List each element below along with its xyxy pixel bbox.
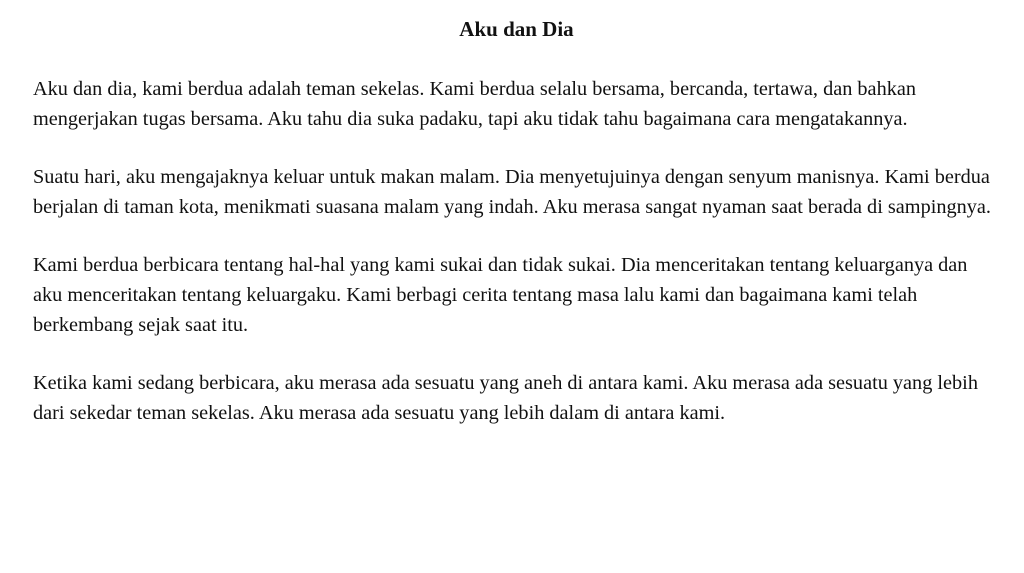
document-body	[33, 74, 1000, 428]
document-title: Aku dan Dia	[459, 17, 574, 41]
paragraph-1: Aku dan dia, kami berdua adalah teman sekelas. Kami berdua selalu bersama, bercanda, tertawa, dan bahkan mengerjakan tugas bersama. Aku tahu dia suka padaku, tapi aku tidak tahu bagaimana cara mengatakannya.	[33, 78, 916, 130]
paragraph-2: Suatu hari, aku mengajaknya keluar untuk makan malam. Dia menyetujuinya dengan senyum manisnya. Kami berdua berjalan di taman kota, menikmati suasana malam yang indah. Aku merasa sangat nyaman saat berada di sampingnya.	[33, 166, 991, 218]
paragraph-3: Kami berdua berbicara tentang hal-hal yang kami sukai dan tidak sukai. Dia menceritakan tentang keluarganya dan aku menceritakan tentang keluargaku. Kami berbagi cerita tentang masa lalu kami dan bagaimana kami telah berkembang sejak saat itu.	[33, 254, 968, 336]
paragraph-4: Ketika kami sedang berbicara, aku merasa ada sesuatu yang aneh di antara kami. Aku merasa ada sesuatu yang lebih dari sekedar teman sekelas. Aku merasa ada sesuatu yang lebih dalam di antara kami.	[33, 372, 978, 424]
